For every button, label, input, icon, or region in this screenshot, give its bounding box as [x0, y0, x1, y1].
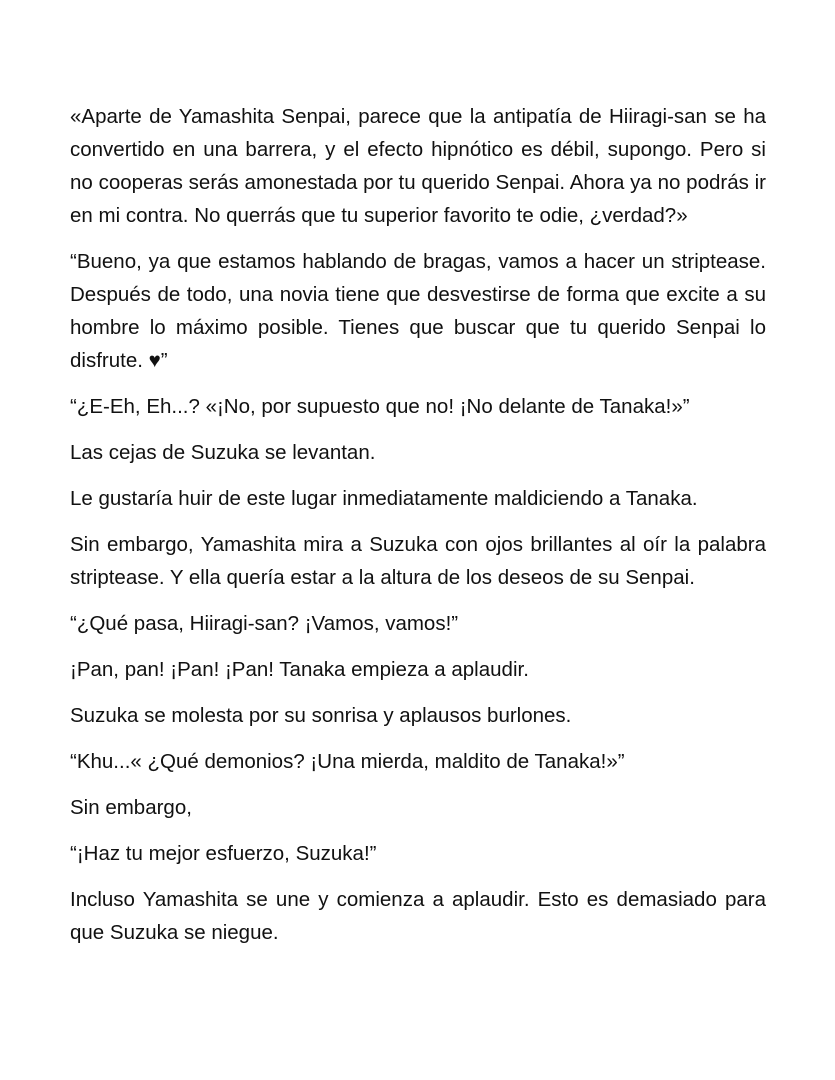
paragraph: Le gustaría huir de este lugar inmediatamente maldiciendo a Tanaka.	[70, 487, 698, 510]
paragraph: “Khu...« ¿Qué demonios? ¡Una mierda, maldito de Tanaka!»”	[70, 750, 625, 773]
paragraph: “Bueno, ya que estamos hablando de bragas, vamos a hacer un striptease. Después de todo, una novia tiene que desvestirse de forma que excite a su hombre lo máximo posible. Tienes que buscar que tu querido Senpai lo disfrute. ♥”	[70, 250, 766, 372]
body-text	[70, 100, 766, 962]
paragraph: Suzuka se molesta por su sonrisa y aplausos burlones.	[70, 704, 572, 727]
paragraph: ¡Pan, pan! ¡Pan! ¡Pan! Tanaka empieza a aplaudir.	[70, 658, 529, 681]
paragraph: Sin embargo,	[70, 796, 192, 819]
paragraph: «Aparte de Yamashita Senpai, parece que la antipatía de Hiiragi-san se ha convertido en una barrera, y el efecto hipnótico es débil, supongo. Pero si no cooperas serás amonestada por tu querido Senpai. Ahora ya no podrás ir en mi contra. No querrás que tu superior favorito te odie, ¿verdad?»	[70, 105, 766, 227]
paragraph: “¿E-Eh, Eh...? «¡No, por supuesto que no! ¡No delante de Tanaka!»”	[70, 395, 690, 418]
paragraph: Sin embargo, Yamashita mira a Suzuka con ojos brillantes al oír la palabra striptease. Y ella quería estar a la altura de los deseos de su Senpai.	[70, 533, 766, 589]
paragraph: “¿Qué pasa, Hiiragi-san? ¡Vamos, vamos!”	[70, 612, 459, 635]
paragraph: Incluso Yamashita se une y comienza a aplaudir. Esto es demasiado para que Suzuka se niegue.	[70, 888, 766, 944]
paragraph: “¡Haz tu mejor esfuerzo, Suzuka!”	[70, 842, 377, 865]
paragraph: Las cejas de Suzuka se levantan.	[70, 441, 376, 464]
